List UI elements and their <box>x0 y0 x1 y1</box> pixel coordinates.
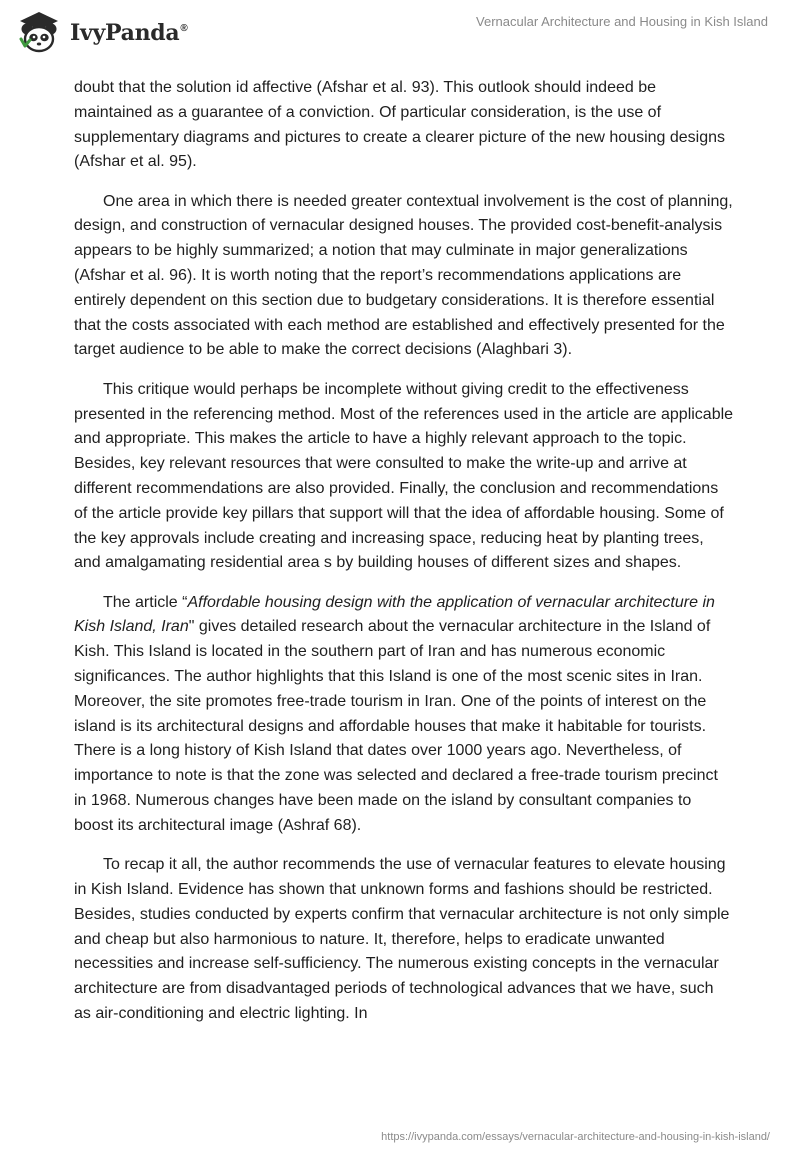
paragraph-3: This critique would perhaps be incomplete without giving credit to the effectiveness presented in the referencing method. Most of the references used in the article are applicable and appropriate. This makes the article to have a highly relevant approach to the topic. Besides, key relevant resources that were consulted to make the write-up and arrive at different recommendations are also provided. Finally, the conclusion and recommendations of the article provide key pillars that support will that the idea of affordable housing. Some of the key approvals include creating and increasing space, reducing heat by planting trees, and amalgamating residential area s by building houses of different sizes and shapes. <box>74 380 734 572</box>
brand-name <box>70 20 187 46</box>
essay-body <box>74 76 734 1041</box>
page-header <box>0 0 800 64</box>
paragraph-2: One area in which there is needed greater contextual involvement is the cost of planning, design, and construction of vernacular designed houses. The provided cost-benefit-analysis appears to be highly summarized; a notion that may culminate in major generalizations (Afshar et al. 96). It is worth noting that the report’s recommendations applications are entirely dependent on this section due to budgetary considerations. It is therefore essential that the costs associated with each method are established and effectively presented for the target audience to be able to make the correct decisions (Alaghbari 3). <box>74 192 733 359</box>
paragraph-5: To recap it all, the author recommends the use of vernacular features to elevate housing in Kish Island. Evidence has shown that unknown forms and fashions should be restricted. Besides, studies conducted by experts confirm that vernacular architecture is not only simple and cheap but also harmonious to nature. It, therefore, helps to eradicate unwanted necessities and increase self-sufficiency. The numerous existing concepts in the vernacular architecture are from disadvantaged periods of technological advances that we have, such as air-conditioning and electric lighting. In <box>74 856 730 1022</box>
article-title: Affordable housing design with the application of vernacular architecture in Kish Island, Iran <box>74 593 715 636</box>
source-url[interactable]: https://ivypanda.com/essays/vernacular-architecture-and-housing-in-kish-island/ <box>381 1131 770 1143</box>
brand-logo[interactable] <box>16 10 187 54</box>
paragraph-4-body: " gives detailed research about the vernacular architecture in the Island of Kish. This Island is located in the southern part of Iran and has numerous economic significances. The author highlights that this Island is one of the most scenic sites in Iran. Moreover, the site promotes free-trade tourism in Iran. One of the points of interest on the island is its architectural designs and affordable houses that make it habitable for tourists. There is a long history of Kish Island that dates over 1000 years ago. Nevertheless, of importance to note is that the zone was selected and declared a free-trade tourism precinct in 1968. Numerous changes have been made on the island by consultant companies to boost its architectural image (Ashraf 68). <box>74 618 718 834</box>
paragraph-4 <box>74 591 734 839</box>
paragraph-1: doubt that the solution id affective (Afshar et al. 93). This outlook should indeed be maintained as a guarantee of a conviction. Of particular consideration, is the use of supplementary diagrams and pictures to create a clearer picture of the new housing designs (Afshar et al. 95). <box>74 79 726 171</box>
panda-graduation-cap-icon <box>16 10 62 54</box>
brand-name-text: IvyPanda <box>70 20 180 46</box>
document-title: Vernacular Architecture and Housing in Kish Island <box>476 14 768 29</box>
paragraph-4-lead: The article “ <box>103 593 188 611</box>
registered-mark: ® <box>180 23 188 34</box>
